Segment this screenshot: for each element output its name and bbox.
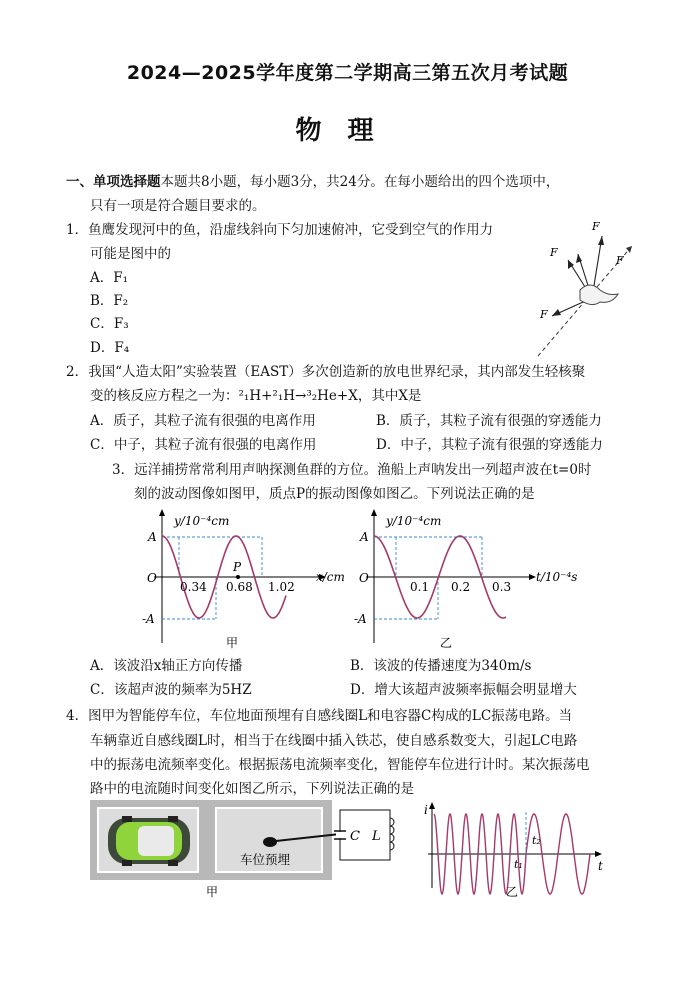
vib-amp-label: A — [360, 530, 369, 544]
wave-point-label: P — [233, 560, 242, 574]
bird-icon — [580, 285, 618, 305]
capacitor-label: C — [350, 829, 360, 844]
current-t2: t₂ — [532, 834, 541, 847]
vib-tick-3: 0.3 — [492, 580, 512, 594]
parking-caption: 甲 — [206, 885, 219, 899]
section-desc-2: 只有一项是符合题目要求的。 — [90, 198, 266, 214]
force-label-2: F — [550, 246, 558, 259]
q1-option-a: A．F₁ — [90, 270, 129, 286]
q4-stem-4: 路中的电流随时间变化如图乙所示，下列说法正确的是 — [90, 781, 414, 797]
wave-tick-3: 1.02 — [268, 580, 295, 594]
wave-tick-1: 0.34 — [180, 580, 207, 594]
q1-stem-1: 1．鱼鹰发现河中的鱼，沿虚线斜向下匀加速俯冲，它受到空气的作用力 — [66, 222, 494, 238]
wave-origin: O — [147, 571, 157, 585]
current-xlabel: t — [598, 859, 603, 873]
vib-xlabel: t/10⁻⁴s — [536, 570, 578, 584]
q2-option-d: D．中子，其粒子流有很强的穿透能力 — [376, 437, 603, 453]
parking-label: 车位预埋 — [240, 852, 291, 867]
q3-option-c: C．该超声波的频率为5HZ — [90, 682, 252, 698]
wave-tick-2: 0.68 — [226, 580, 253, 594]
wave-amp-label: A — [148, 530, 157, 544]
coil-label: L — [372, 829, 381, 844]
vib-tick-2: 0.2 — [451, 580, 471, 594]
q4-stem-1: 4．图甲为智能停车位，车位地面预埋有自感线圈L和电容器C构成的LC振荡电路。当 — [66, 708, 573, 724]
vib-ylabel: y/10⁻⁴cm — [386, 514, 442, 528]
q3-option-b: B．该波的传播速度为340m/s — [350, 658, 532, 674]
current-ylabel: i — [424, 803, 428, 817]
vib-tick-1: 0.1 — [410, 580, 430, 594]
force-label-4: F — [540, 308, 548, 321]
q3-stem-2: 刻的波动图像如图甲，质点P的振动图像如图乙。下列说法正确的是 — [134, 486, 535, 502]
vib-origin: O — [359, 571, 369, 585]
wave-ylabel: y/10⁻⁴cm — [174, 514, 230, 528]
q3-wave-graph — [138, 505, 350, 653]
wave-caption: 甲 — [226, 636, 239, 650]
q1-stem-2: 可能是图中的 — [90, 246, 171, 262]
wave-neg-amp-label: -A — [142, 612, 155, 626]
subject-title: 物理 — [295, 116, 400, 146]
embedded-coil-dot — [263, 837, 277, 847]
point-p — [236, 575, 240, 579]
current-t1: t₁ — [514, 858, 523, 871]
vib-caption: 乙 — [440, 636, 453, 650]
q2-option-b: B．质子，其粒子流有很强的穿透能力 — [376, 413, 602, 429]
car-icon — [108, 816, 190, 866]
q1-option-b: B．F₂ — [90, 293, 129, 309]
q3-stem-1: 3．远洋捕捞常常利用声呐探测鱼群的方位。渔船上声呐发出一列超声波在t=0时 — [112, 462, 592, 478]
q1-force-figure — [530, 218, 640, 360]
q1-option-c: C．F₃ — [90, 316, 129, 332]
wave-xlabel: x/cm — [316, 570, 345, 584]
q2-stem-2: 变的核反应方程之一为：²₁H+²₁H→³₂He+X，其中X是 — [90, 388, 422, 404]
q4-parking-figure — [88, 798, 410, 900]
q4-stem-3: 中的振荡电流频率变化。根据振荡电流频率变化，智能停车位进行计时。某次振荡电 — [90, 757, 590, 773]
section-heading: 一、单项选择题 — [66, 174, 161, 190]
q3-option-d: D．增大该超声波频率振幅会明显增大 — [350, 682, 577, 698]
q3-option-a: A．该波沿x轴正方向传播 — [90, 658, 243, 674]
q4-current-graph — [418, 798, 608, 900]
q3-vibration-graph — [340, 505, 580, 653]
q2-option-a: A．质子，其粒子流有很强的电离作用 — [90, 413, 316, 429]
current-caption: 乙 — [506, 885, 519, 899]
q4-stem-2: 车辆靠近自感线圈L时，相当于在线圈中插入铁芯，使自感系数变大，引起LC电路 — [90, 733, 578, 749]
q1-option-d: D．F₄ — [90, 340, 130, 356]
vib-neg-amp-label: -A — [354, 612, 367, 626]
section-desc-1: 本题共8小题，每小题3分，共24分。在每小题给出的四个选项中， — [160, 174, 560, 190]
force-label-3: F — [616, 254, 624, 267]
section-intro — [66, 172, 559, 192]
force-label-1: F — [592, 220, 600, 233]
q2-option-c: C．中子，其粒子流有很强的电离作用 — [90, 437, 317, 453]
exam-title: 2024—2025学年度第二学期高三第五次月考试题 — [126, 62, 569, 84]
q2-stem-1: 2．我国“人造太阳”实验装置（EAST）多次创造新的放电世界纪录，其内部发生轻核聚 — [66, 364, 586, 380]
